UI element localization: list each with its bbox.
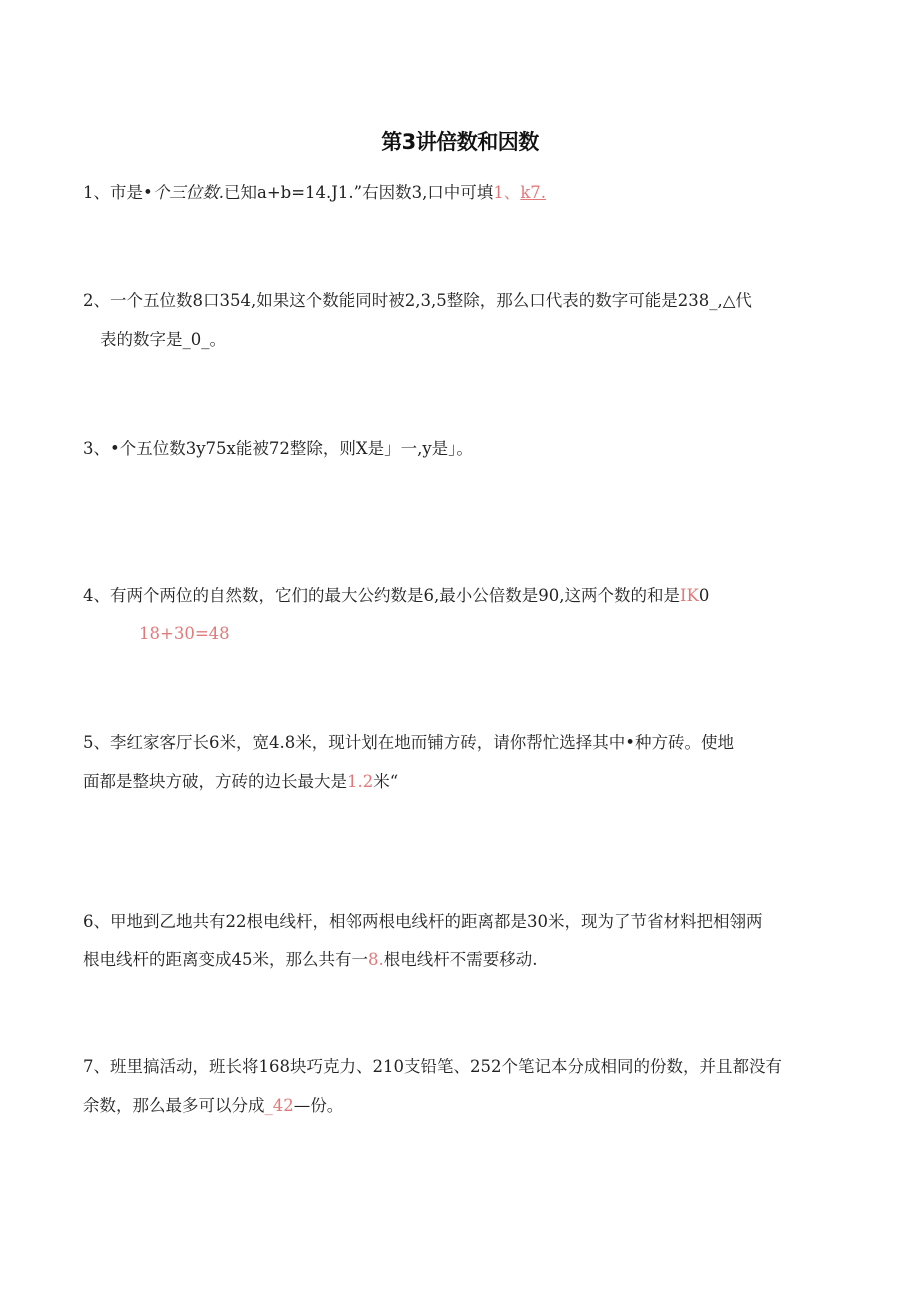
- question-7-text: —份。: [293, 1096, 344, 1115]
- question-2-line-1: [83, 289, 752, 313]
- question-6-line-1: [83, 910, 763, 934]
- question-3-text: 3、•个五位数3y75x能被72整除，则X是」一,y是」。: [83, 439, 473, 458]
- question-5-answer: 1.2: [347, 772, 374, 791]
- question-6-text: 6、甲地到乙地共有22根电线杆，相邻两根电线杆的距离都是30米，现为了节省材料把相翎两: [83, 912, 763, 931]
- question-4-text: 4、有两个两位的自然数，它们的最大公约数是6,最小公倍数是90,这两个数的和是: [83, 586, 680, 605]
- question-4-working: 18+30=48: [139, 624, 230, 643]
- question-5-text: 米“: [373, 772, 399, 791]
- question-4-line-1: [83, 584, 709, 608]
- question-7-line-1: [83, 1055, 782, 1079]
- question-5-text: 5、李红家客厅长6米，宽4.8米，现计划在地而铺方砖，请你帮忙选择其中•种方砖。使地: [83, 733, 734, 752]
- question-4-text: 0: [698, 586, 710, 605]
- question-1-answer: k7.: [520, 183, 547, 202]
- question-1-answer: 1、: [493, 183, 521, 202]
- question-7-text: 余数，那么最多可以分成: [83, 1096, 265, 1115]
- question-6-text: 根电线杆的距离变成45米，那么共有一: [83, 950, 368, 969]
- question-7-line-2: [83, 1094, 343, 1118]
- question-5-line-1: [83, 731, 734, 755]
- question-4-line-2: [139, 622, 230, 646]
- question-1-text: 已知a+b=14.J1.”右因数3,口中可填: [223, 183, 494, 202]
- question-2-text: 表的数字是_0_。: [100, 330, 226, 349]
- question-4-answer: IK: [679, 586, 699, 605]
- question-6-answer: 8.: [368, 950, 384, 969]
- question-6-text: 根电线杆不需要移动.: [383, 950, 538, 969]
- question-5-text: 面都是整块方破，方砖的边长最大是: [83, 772, 347, 791]
- question-1-text: 1、市是: [83, 183, 143, 202]
- question-1-line-1: [83, 181, 546, 205]
- page-title: 第3讲倍数和因数: [381, 130, 539, 154]
- question-1-text: •个三位数.: [143, 183, 224, 202]
- question-3-line-1: [83, 437, 473, 461]
- question-5-line-2: [83, 770, 398, 794]
- question-7-answer: _42: [264, 1096, 294, 1115]
- question-2-line-2: [100, 328, 226, 352]
- question-2-text: 2、一个五位数8口354,如果这个数能同时被2,3,5整除，那么口代表的数字可能是238_,△代: [83, 291, 752, 310]
- question-6-line-2: [83, 948, 538, 972]
- question-7-text: 7、班里搞活动，班长将168块巧克力、210支铅笔、252个笔记本分成相同的份数，并且都没有: [83, 1057, 782, 1076]
